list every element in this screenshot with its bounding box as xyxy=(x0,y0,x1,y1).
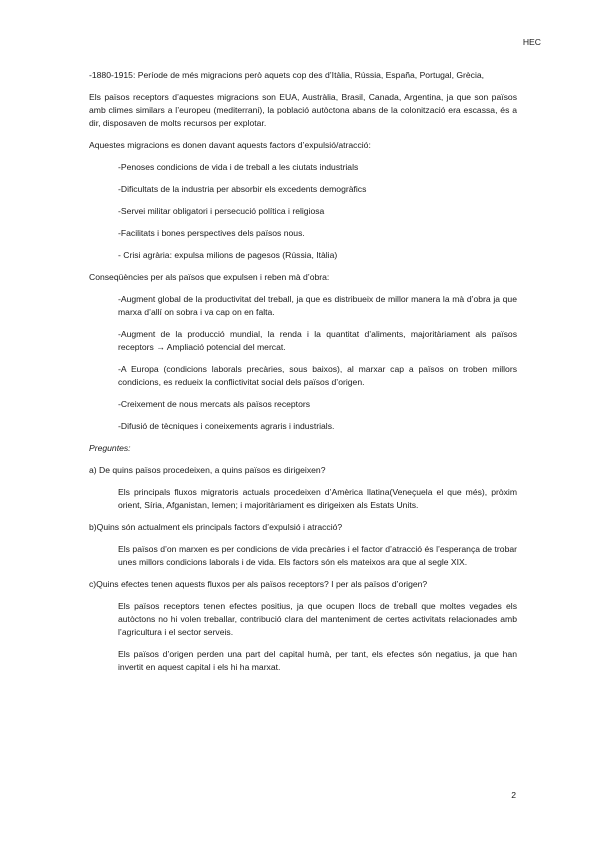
intro-paragraph: Els països receptors d’aquestes migracions son EUA, Austràlia, Brasil, Canada, Argentina, ja que son països amb climes similars a l’europeu (mediterrani), la població autòctona abans de la colonització era escassa, és a dir, disposaven de molts recursos per explotar. xyxy=(89,92,517,128)
page-content xyxy=(89,69,517,683)
page-number: 2 xyxy=(511,790,516,800)
questions-heading: Preguntes: xyxy=(89,443,131,453)
list-item: -Augment global de la productivitat del treball, ja que es distribueix de millor manera la mà d’obra ja que marxa d’allí on sobra i va cap on en falta. xyxy=(118,294,517,317)
factors-list xyxy=(89,161,517,262)
answer: Els països d’origen perden una part del capital humà, per tant, els efectes són negatius, ja que han invertit en aquest capital i els hi ha marxat. xyxy=(118,649,517,672)
consequences-lead: Conseqüències per als països que expulsen i reben mà d’obra: xyxy=(89,272,330,282)
list-item: -Servei militar obligatori i persecució política i religiosa xyxy=(118,206,325,216)
list-item: -Facilitats i bones perspectives dels països nous. xyxy=(118,228,305,238)
list-item: -Augment de la producció mundial, la renda i la quantitat d’aliments, majoritàriament als països receptors → Ampliació potencial del mercat. xyxy=(118,329,517,352)
factors-lead: Aquestes migracions es donen davant aquests factors d’expulsió/atracció: xyxy=(89,140,371,150)
answer: Els principals fluxos migratoris actuals procedeixen d’Amèrica llatina(Veneçuela el que més), pròxim orient, Síria, Afganistan, Iemen; i majoritàriament es dirigeixen als Estats Units. xyxy=(118,487,517,510)
list-item: -Difusió de tècniques i coneixements agraris i industrials. xyxy=(118,421,335,431)
question: b)Quins són actualment els principals factors d’expulsió i atracció? xyxy=(89,522,343,532)
list-item: -A Europa (condicions laborals precàries, sous baixos), al marxar cap a països on troben millors condicions, es redueix la conflictivitat social dels països d’origen. xyxy=(118,364,517,387)
question: c)Quins efectes tenen aquests fluxos per als països receptors? I per als països d’origen? xyxy=(89,579,428,589)
intro-paragraph: -1880-1915: Període de més migracions però aquets cop des d’Itàlia, Rússia, España, Portugal, Grècia, xyxy=(89,70,485,80)
list-item: -Creixement de nous mercats als països receptors xyxy=(118,399,311,409)
list-item: -Dificultats de la industria per absorbir els excedents demogràfics xyxy=(118,184,367,194)
list-item: -Penoses condicions de vida i de treball a les ciutats industrials xyxy=(118,162,359,172)
page-header: HEC xyxy=(522,37,541,47)
question: a) De quins països procedeixen, a quins països es dirigeixen? xyxy=(89,465,326,475)
answer: Els països receptors tenen efectes positius, ja que ocupen llocs de treball que moltes vegades els autòctons no hi volen treballar, contribució clara del manteniment de certes activitats relacionades amb l’agricultura i el sector serveis. xyxy=(118,601,517,637)
answer: Els països d’on marxen es per condicions de vida precàries i el factor d’atracció és l’esperança de trobar unes millors condicions laborals i de vida. Els factors són els mateixos ara que al segle XIX. xyxy=(118,544,517,567)
consequences-list xyxy=(89,293,517,433)
list-item: - Crisi agrària: expulsa milions de pagesos (Rússia, Itàlia) xyxy=(118,250,338,260)
